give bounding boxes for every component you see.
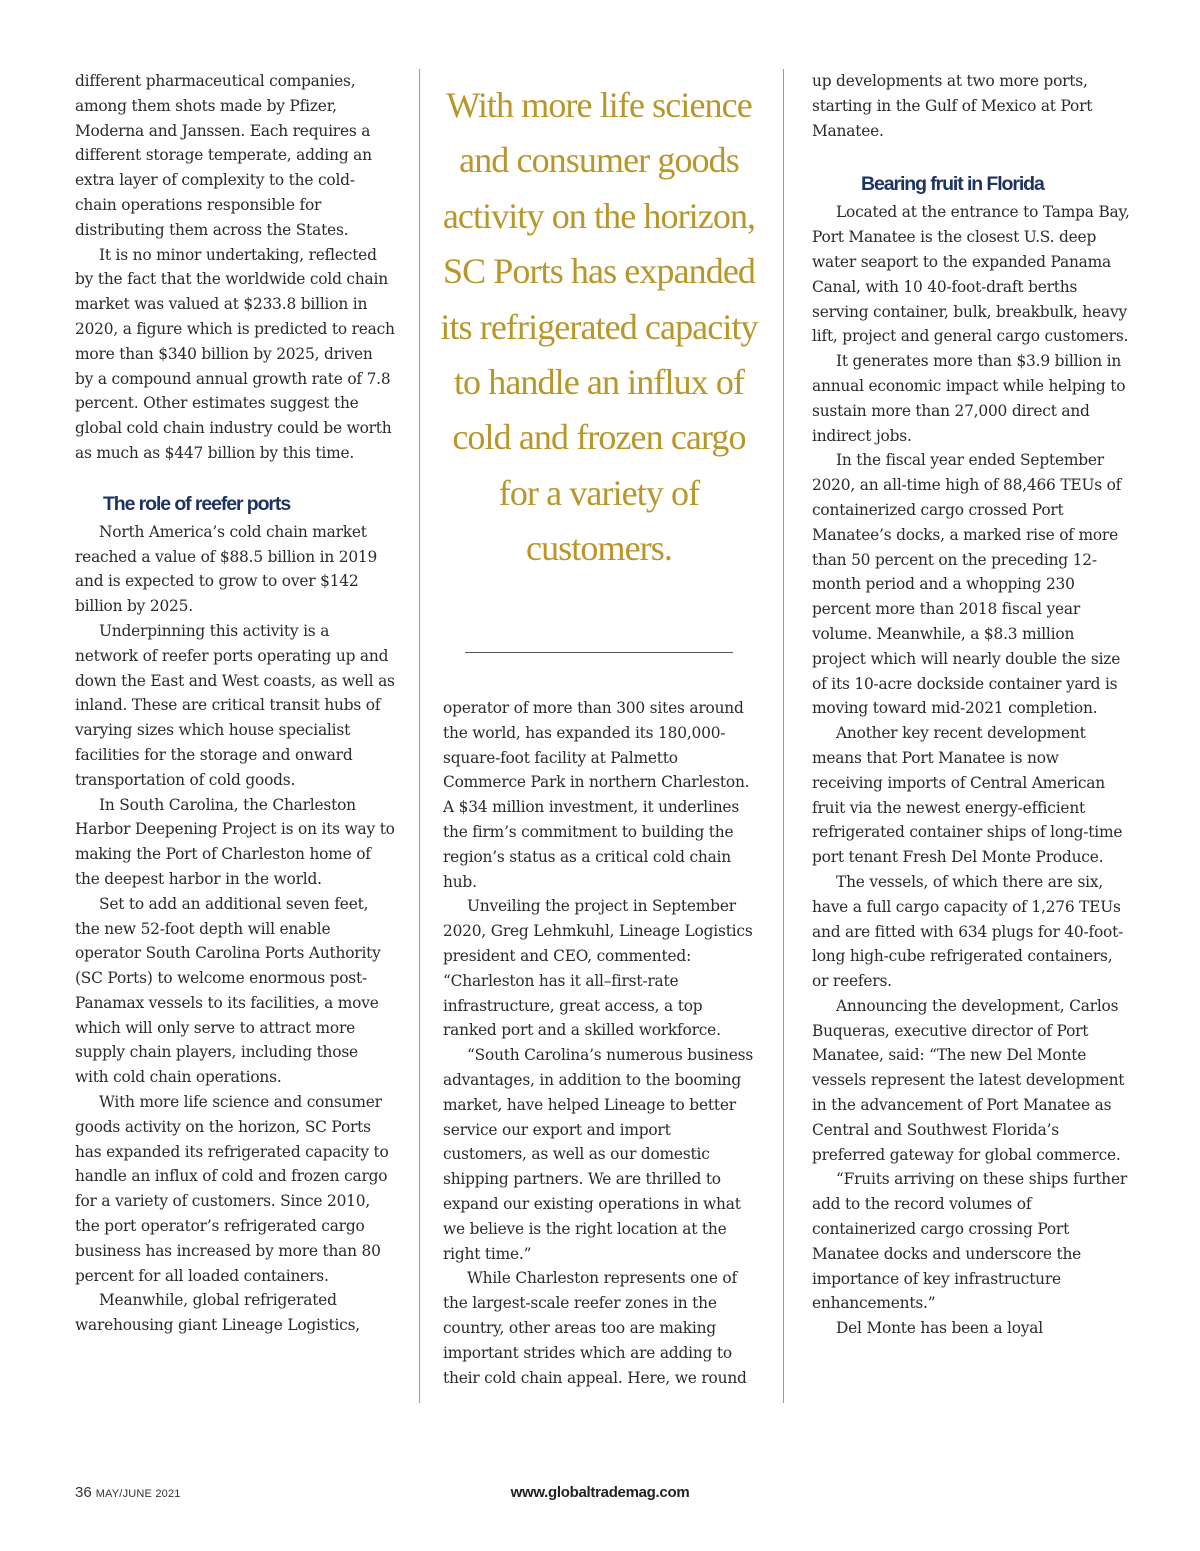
- paragraph: different pharmaceutical companies, among them shots made by Pfizer, Moderna and Janssen. Each requires a different storage temperate, adding an extra layer of complexity to the cold-chain operations responsible for distributing them across the States.: [75, 72, 372, 239]
- paragraph: Announcing the development, Carlos Buqueras, executive director of Port Manatee, said: “The new Del Monte vessels represent the latest development in the advancement of Port Manatee as Central and Southwest Florida’s preferred gateway for global commerce.: [812, 996, 1125, 1164]
- article-column-middle: [443, 696, 758, 1390]
- article-column-left: [75, 69, 395, 1338]
- paragraph: Del Monte has been a loyal: [836, 1319, 1043, 1338]
- paragraph: It generates more than $3.9 billion in annual economic impact while helping to sustain more than 27,000 direct and indirect jobs.: [812, 352, 1126, 445]
- paragraph: operator of more than 300 sites around the world, has expanded its 180,000-square-foot facility at Palmetto Commerce Park in northern Charleston. A $34 million investment, it underlines the firm’s commitment to building the region’s status as a critical cold chain hub.: [443, 699, 750, 891]
- paragraph: Meanwhile, global refrigerated warehousing giant Lineage Logistics,: [75, 1291, 360, 1335]
- website-url: www.globaltrademag.com: [510, 1484, 690, 1501]
- paragraph: up developments at two more ports, starting in the Gulf of Mexico at Port Manatee.: [812, 72, 1093, 140]
- article-column-right: [812, 69, 1130, 1341]
- page-folio: [75, 1484, 181, 1502]
- paragraph: With more life science and consumer goods activity on the horizon, SC Ports has expanded its refrigerated capacity to handle an influx of cold and frozen cargo for a variety of customers. Since 2010, the port operator’s refrigerated cargo business has increased by more than 80 percent for all loaded containers.: [75, 1093, 389, 1285]
- paragraph: The vessels, of which there are six, have a full cargo capacity of 1,276 TEUs and are fitted with 634 plugs for 40-foot-long high-cube refrigerated containers, or reefers.: [812, 872, 1124, 991]
- paragraph: While Charleston represents one of the largest-scale reefer zones in the country, other areas too are making important strides which are adding to their cold chain appeal. Here, we round: [443, 1269, 747, 1387]
- column-divider-left: [419, 69, 420, 1403]
- paragraph: Another key recent development means that Port Manatee is now receiving imports of Central American fruit via the newest energy-efficient refrigerated container ships of long-time port tenant Fresh Del Monte Produce.: [812, 724, 1123, 867]
- page-number: 36: [75, 1484, 92, 1501]
- section-heading: Bearing fruit in Florida: [861, 173, 1044, 196]
- paragraph: Set to add an additional seven feet, the new 52-foot depth will enable operator South Carolina Ports Authority (SC Ports) to welcome enormous post-Panamax vessels to its facilities, a move which will only serve to attract more supply chain players, including those with cold chain operations.: [75, 894, 381, 1087]
- paragraph: In South Carolina, the Charleston Harbor Deepening Project is on its way to making the Port of Charleston home of the deepest harbor in the world.: [75, 795, 395, 888]
- pull-quote-rule: [465, 652, 733, 653]
- paragraph: Unveiling the project in September 2020, Greg Lehmkuhl, Lineage Logistics president and CEO, commented: “Charleston has it all–first-rate infrastructure, great access, a top ranked port and a skilled workforce.: [443, 897, 753, 1040]
- section-heading: The role of reefer ports: [103, 492, 291, 515]
- pull-quote: With more life science and consumer goods activity on the horizon, SC Ports has expanded its refrigerated capacity to handle an influx of cold and frozen cargo for a variety of customers.: [440, 85, 758, 569]
- paragraph: It is no minor undertaking, reflected by the fact that the worldwide cold chain market was valued at $233.8 billion in 2020, a figure which is predicted to reach more than $340 billion by 2025, driven by a compound annual growth rate of 7.8 percent. Other estimates suggest the global cold chain industry could be worth as much as $447 billion by this time.: [75, 245, 395, 462]
- paragraph: “South Carolina’s numerous business advantages, in addition to the booming market, have helped Lineage to better service our export and import customers, as well as our domestic shipping partners. We are thrilled to expand our existing operations in what we believe is the right location at the right time.”: [443, 1046, 754, 1263]
- paragraph: “Fruits arriving on these ships further add to the record volumes of containerized cargo crossing Port Manatee docks and underscore the importance of key infrastructure enhancements.”: [812, 1170, 1128, 1313]
- column-divider-right: [783, 69, 784, 1403]
- paragraph: North America’s cold chain market reached a value of $88.5 billion in 2019 and is expected to grow to over $142 billion by 2025.: [75, 522, 378, 616]
- paragraph: Located at the entrance to Tampa Bay, Port Manatee is the closest U.S. deep water seaport to the expanded Panama Canal, with 10 40-foot-draft berths serving container, bulk, breakbulk, heavy lift, project and general cargo customers.: [812, 203, 1130, 346]
- paragraph: In the fiscal year ended September 2020, an all-time high of 88,466 TEUs of containerized cargo crossed Port Manatee’s docks, a marked rise of more than 50 percent on the preceding 12-month period and a whopping 230 percent more than 2018 fiscal year volume. Meanwhile, a $8.3 million project which will nearly double the size of its 10-acre dockside container yard is moving toward mid-2021 completion.: [812, 451, 1122, 718]
- paragraph: Underpinning this activity is a network of reefer ports operating up and down the East and West coasts, as well as inland. These are critical transit hubs of varying sizes which house specialist facilities for the storage and onward transportation of cold goods.: [75, 621, 395, 789]
- issue-date: MAY/JUNE 2021: [95, 1488, 181, 1500]
